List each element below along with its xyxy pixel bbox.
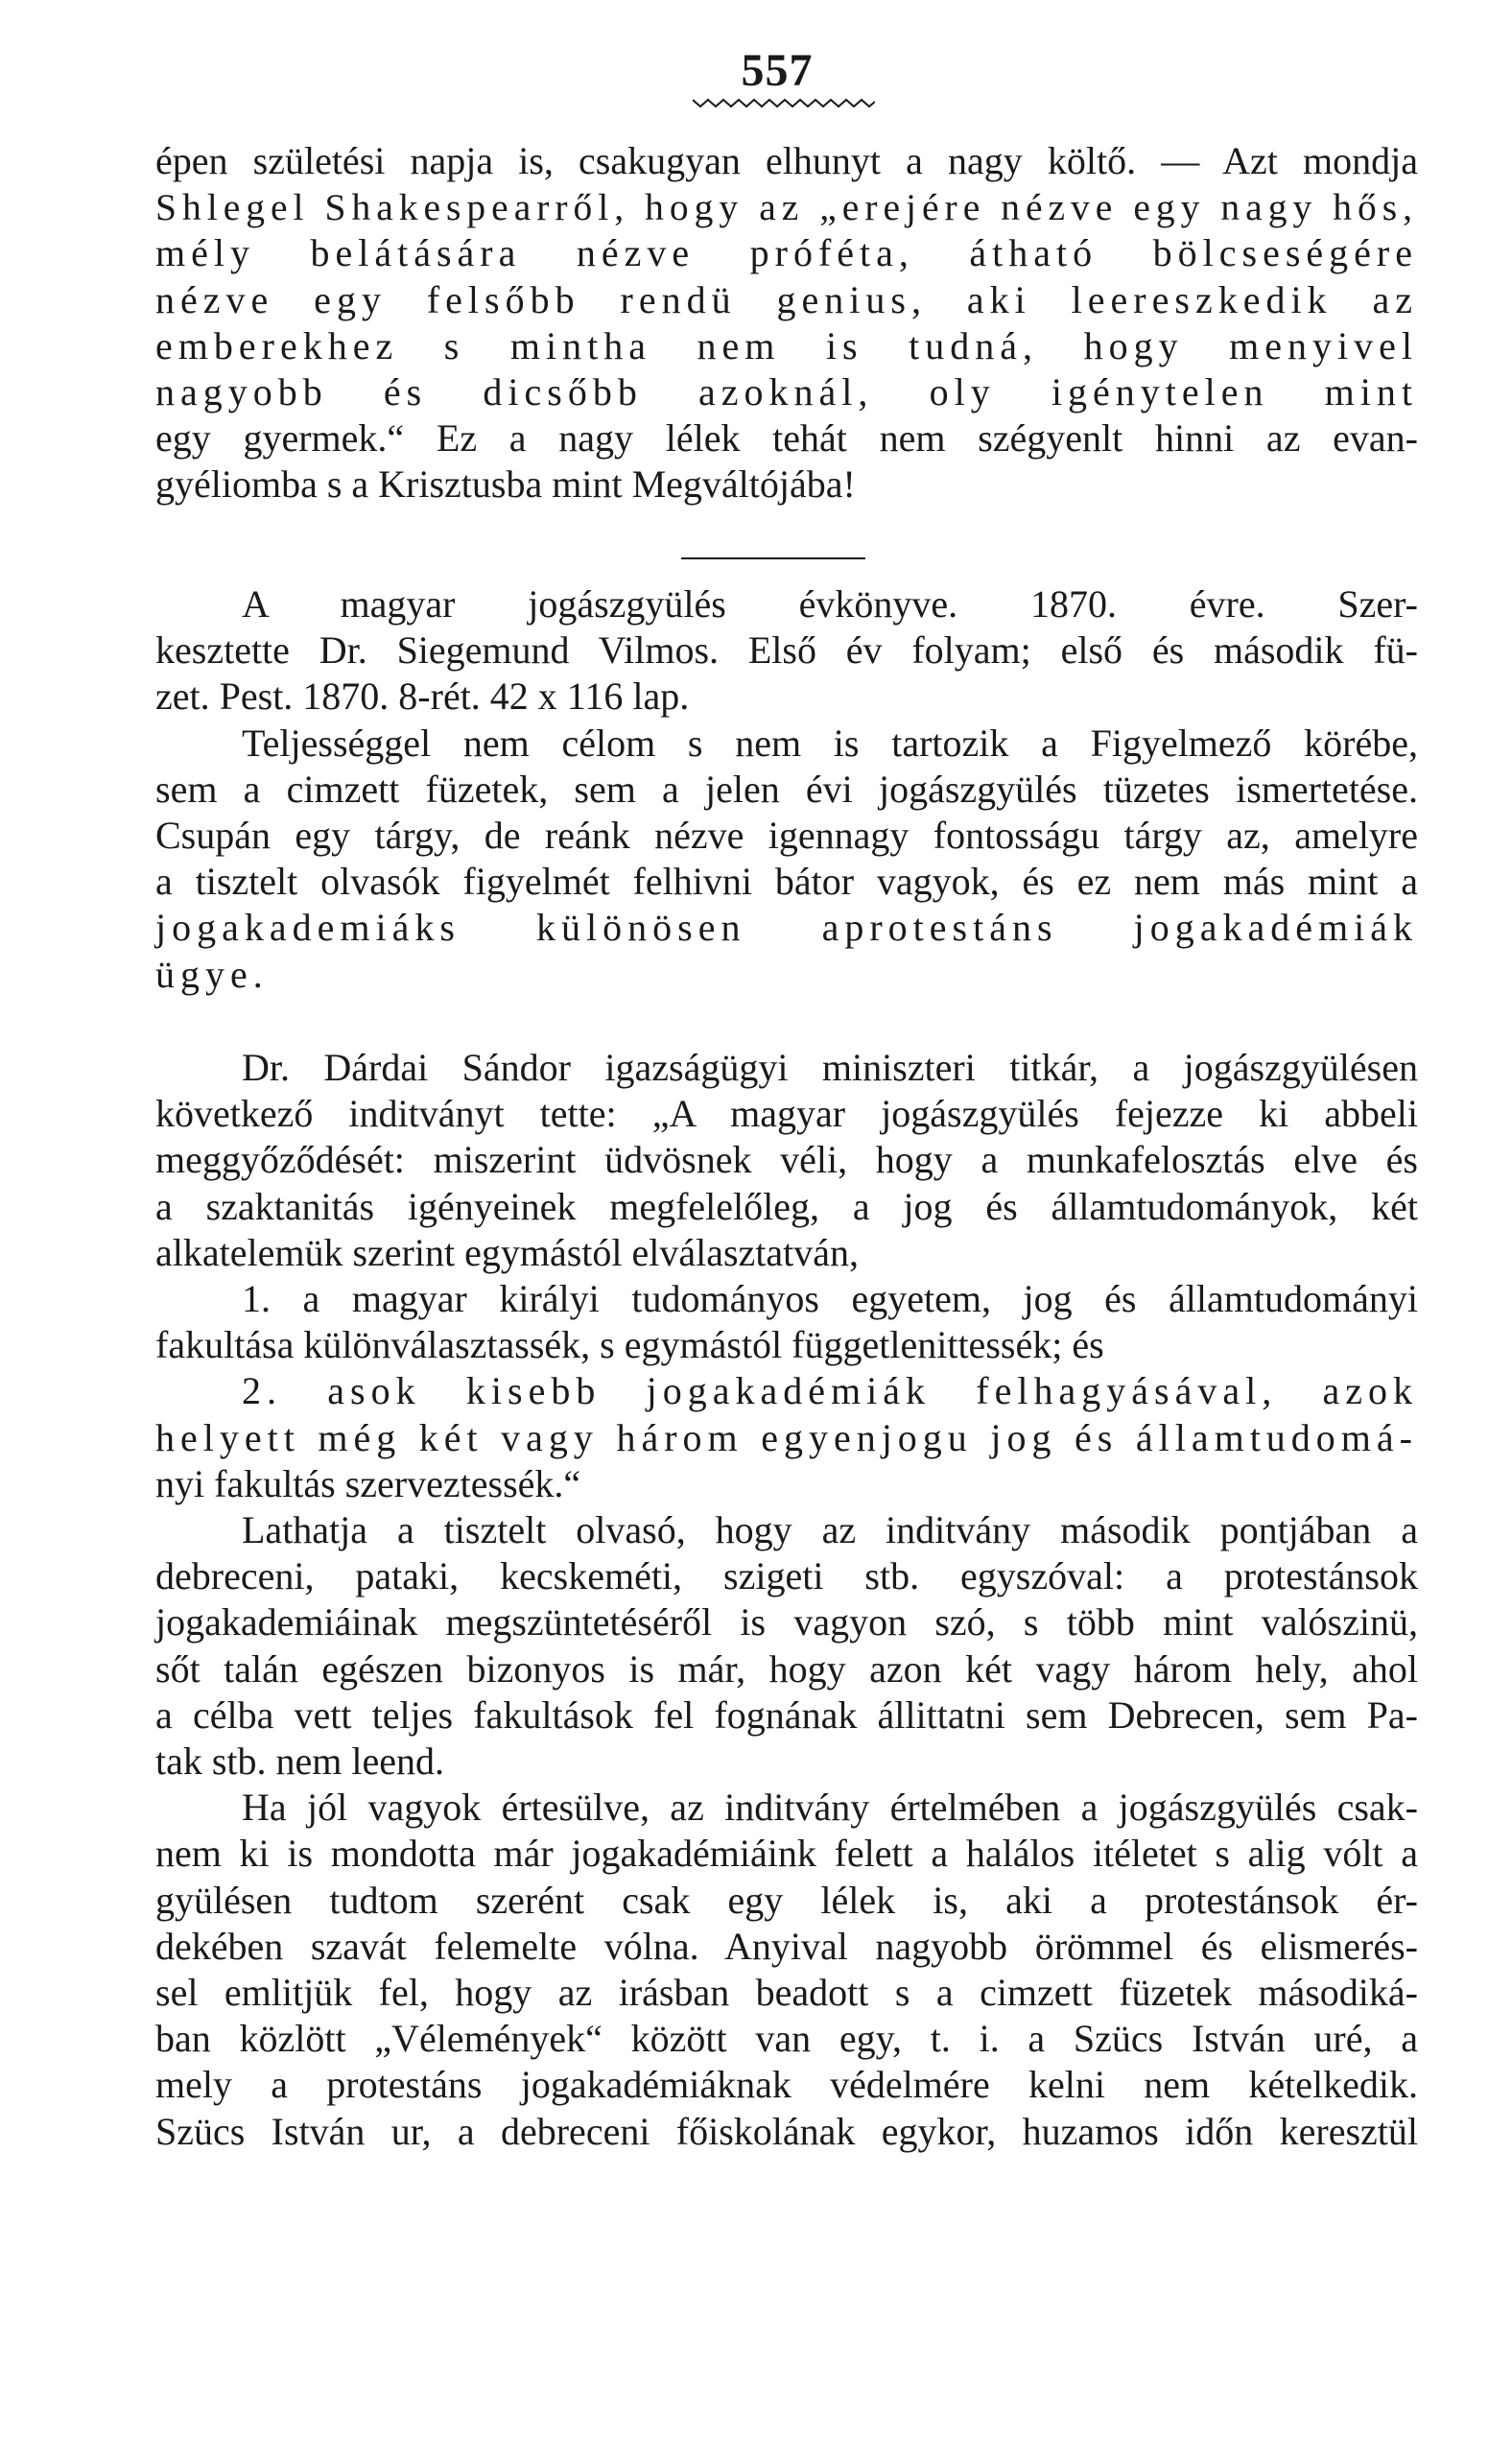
text-line: 1. a magyar királyi tudományos egyetem, jog és államtudományi [242, 1277, 1418, 1321]
text-line: emberekhez s mintha nem is tudná, hogy menyivel [155, 323, 1418, 367]
text-line: gyülésen tudtom szerént csak egy lélek is, aki a protestánsok ér- [155, 1878, 1418, 1922]
text-line: nézve egy felsőbb rendü genius, aki leereszkedik az [155, 277, 1418, 321]
text-line: Teljességgel nem célom s nem is tartozik a Figyelmező körébe, [242, 721, 1418, 765]
text-line: nyi fakultás szerveztessék.“ [155, 1461, 581, 1505]
text-line: mély belátására nézve próféta, átható bölcseségére [155, 231, 1418, 275]
page-number: 557 [741, 45, 814, 96]
section-divider [681, 557, 865, 559]
text-line: következő inditványt tette: „A magyar jogászgyülés fejezze ki abbeli [155, 1092, 1418, 1136]
text-line: helyett még két vagy három egyenjogu jog és államtudomá- [155, 1415, 1418, 1459]
text-line: sel emlitjük fel, hogy az irásban beadott s a cimzett füzetek másodiká- [155, 1971, 1418, 2015]
text-line: a szaktanitás igényeinek megfelelőleg, a jog és államtudományok, két [155, 1184, 1418, 1228]
text-line: egy gyermek.“ Ez a nagy lélek tehát nem szégyenlt hinni az evan- [155, 416, 1418, 461]
paragraph-shakespeare [155, 138, 1418, 509]
text-line: ügye. [155, 952, 269, 996]
text-line: debreceni, pataki, kecskeméti, szigeti stb. egyszóval: a protestánsok [155, 1554, 1418, 1598]
text-line: Lathatja a tisztelt olvasó, hogy az inditvány második pontjában a [242, 1508, 1418, 1552]
text-line: sem a cimzett füzetek, sem a jelen évi jogászgyülés tüzetes ismertetése. [155, 767, 1418, 811]
text-line: nagyobb és dicsőbb azoknál, oly igénytelen mint [155, 370, 1418, 414]
motion-section [155, 1045, 1418, 2155]
text-line: dekében szavát felemelte vólna. Anyival nagyobb örömmel és elismerés- [155, 1924, 1418, 1968]
text-line: Shlegel Shakespearről, hogy az „erejére nézve egy nagy hős, [155, 186, 1418, 229]
text-line: jogakademiáinak megszüntetéséről is vagyon szó, s több mint valószinü, [155, 1600, 1418, 1645]
text-line: Ha jól vagyok értesülve, az inditvány értelmében a jogászgyülés csak- [242, 1786, 1418, 1830]
text-line: Szücs István ur, a debreceni főiskolának egykor, huzamos időn keresztül [155, 2109, 1418, 2153]
text-line: gyéliomba s a Krisztusba mint Megváltójába! [155, 462, 856, 507]
decorative-wavy-rule [693, 96, 875, 109]
text-line: nem ki is mondotta már jogakadémiáink felett a halálos itéletet s alig vólt a [155, 1832, 1418, 1876]
text-line: Csupán egy tárgy, de reánk nézve igennagy fontosságu tárgy az, amelyre [155, 814, 1418, 858]
text-line: a célba vett teljes fakultások fel fognának állittatni sem Debrecen, sem Pa- [155, 1692, 1418, 1737]
text-line: épen születési napja is, csakugyan elhunyt a nagy költő. — Azt mondja [155, 139, 1418, 182]
review-heading-line: A magyar jogászgyülés évkönyve. 1870. évre. Szer- [242, 582, 1418, 626]
text-line: fakultása különválasztassék, s egymástól függetlenittessék; és [155, 1323, 1104, 1367]
text-line: alkatelemük szerint egymástól elválasztatván, [155, 1230, 860, 1274]
text-line: ban közlött „Vélemények“ között van egy, t. i. a Szücs István uré, a [155, 2017, 1418, 2061]
review-section [155, 581, 1418, 998]
text-line: sőt talán egészen bizonyos is már, hogy azon két vagy három hely, ahol [155, 1646, 1418, 1691]
text-line: Dr. Dárdai Sándor igazságügyi miniszteri titkár, a jogászgyülésen [242, 1046, 1418, 1089]
text-line: 2. asok kisebb jogakadémiák felhagyásával, azok [242, 1369, 1418, 1413]
text-line: jogakademiáks különösen aprotestáns jogakadémiák [155, 906, 1418, 950]
review-heading-line: zet. Pest. 1870. 8-rét. 42 x 116 lap. [155, 674, 690, 719]
text-line: a tisztelt olvasók figyelmét felhivni bátor vagyok, és ez nem más mint a [155, 860, 1418, 904]
text-line: tak stb. nem leend. [155, 1739, 445, 1784]
text-line: meggyőződését: miszerint üdvösnek véli, hogy a munkafelosztás elve és [155, 1138, 1418, 1182]
review-heading-line: kesztette Dr. Siegemund Vilmos. Első év folyam; első és második fü- [155, 628, 1418, 673]
text-line: mely a protestáns jogakadémiáknak védelmére kelni nem kételkedik. [155, 2063, 1418, 2107]
